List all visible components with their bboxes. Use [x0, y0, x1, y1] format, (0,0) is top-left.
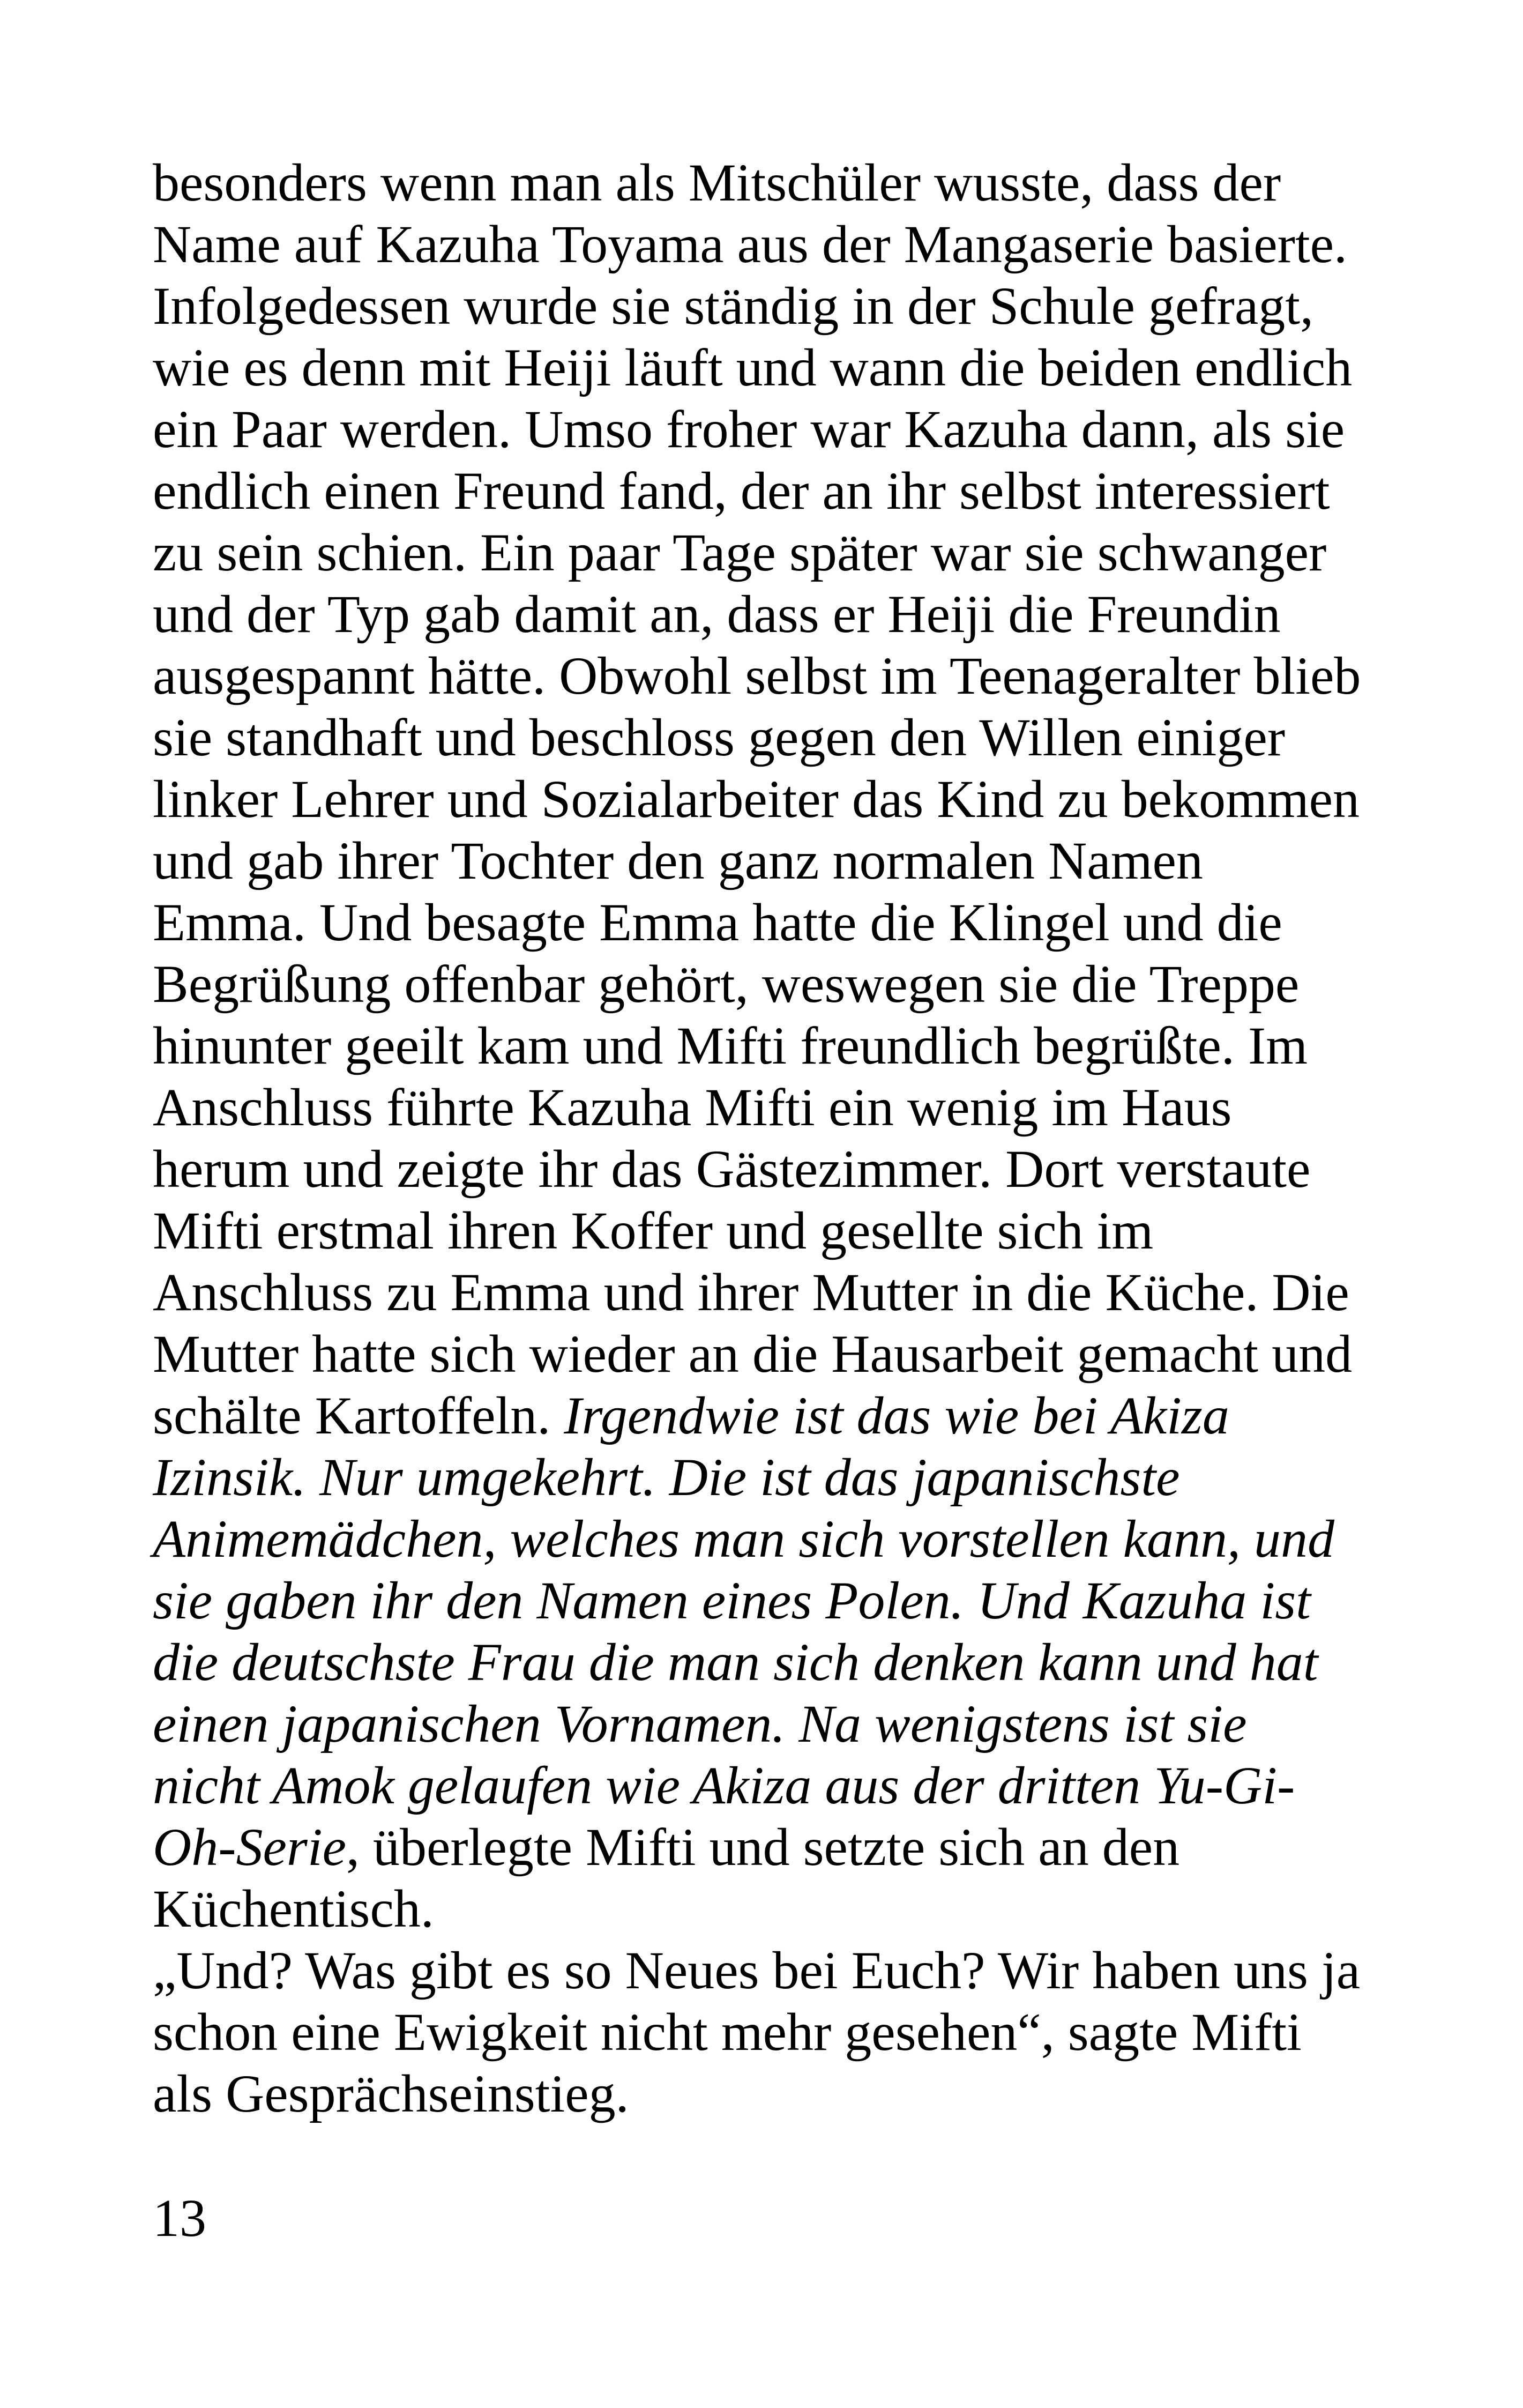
text-line	[153, 1323, 1375, 1385]
text-line	[153, 1261, 1375, 1323]
italic-text-segment: Irgendwie ist das wie bei Akiza	[564, 1386, 1229, 1445]
text-line	[153, 1939, 1375, 2001]
text-line	[153, 337, 1375, 398]
body-text	[153, 152, 1375, 2124]
text-line	[153, 645, 1375, 707]
text-segment: und der Typ gab damit an, dass er Heiji die Freundin	[153, 584, 1281, 644]
text-segment: schälte Kartoffeln.	[153, 1386, 564, 1445]
text-line	[153, 891, 1375, 953]
text-segment: ausgespannt hätte. Obwohl selbst im Teenageralter blieb	[153, 646, 1361, 705]
text-line	[153, 953, 1375, 1015]
text-segment: ein Paar werden. Umso froher war Kazuha dann, als sie	[153, 399, 1345, 459]
italic-text-segment: einen japanischen Vornamen. Na wenigstens ist sie	[153, 1694, 1247, 1753]
text-segment: Emma. Und besagte Emma hatte die Klingel und die	[153, 893, 1282, 952]
text-line	[153, 583, 1375, 645]
text-line	[153, 1385, 1375, 1446]
text-segment: Name auf Kazuha Toyama aus der Mangaserie basierte.	[153, 214, 1348, 274]
text-line	[153, 1508, 1375, 1570]
text-segment: Anschluss führte Kazuha Mifti ein wenig im Haus	[153, 1077, 1232, 1137]
text-line	[153, 1693, 1375, 1755]
text-segment: zu sein schien. Ein paar Tage später war sie schwanger	[153, 523, 1327, 582]
text-line	[153, 1446, 1375, 1508]
text-line	[153, 1878, 1375, 1939]
text-line	[153, 1200, 1375, 1261]
text-segment: Begrüßung offenbar gehört, weswegen sie die Treppe	[153, 954, 1300, 1014]
text-segment: wie es denn mit Heiji läuft und wann die beiden endlich	[153, 338, 1353, 397]
text-line	[153, 707, 1375, 768]
text-line	[153, 2063, 1375, 2124]
text-segment: herum und zeigte ihr das Gästezimmer. Dort verstaute	[153, 1139, 1311, 1199]
text-line	[153, 1076, 1375, 1138]
text-line	[153, 830, 1375, 891]
text-line	[153, 1816, 1375, 1878]
text-segment: sie standhaft und beschloss gegen den Willen einiger	[153, 708, 1286, 767]
text-line	[153, 1631, 1375, 1693]
text-segment: besonders wenn man als Mitschüler wusste, dass der	[153, 153, 1281, 212]
italic-text-segment: Animemädchen, welches man sich vorstellen kann, und	[153, 1509, 1335, 1569]
text-line	[153, 1570, 1375, 1631]
text-segment: hinunter geeilt kam und Mifti freundlich begrüßte. Im	[153, 1016, 1308, 1075]
text-line	[153, 460, 1375, 522]
page-number: 13	[153, 2188, 206, 2248]
text-segment: Küchentisch.	[153, 1879, 434, 1938]
text-segment: als Gesprächseinstieg.	[153, 2064, 629, 2123]
text-segment: und gab ihrer Tochter den ganz normalen Namen	[153, 831, 1203, 890]
italic-text-segment: sie gaben ihr den Namen eines Polen. Und Kazuha ist	[153, 1571, 1311, 1630]
text-segment: Infolgedessen wurde sie ständig in der Schule gefragt,	[153, 276, 1314, 336]
text-segment: Mutter hatte sich wieder an die Hausarbeit gemacht und	[153, 1324, 1353, 1384]
italic-text-segment: nicht Amok gelaufen wie Akiza aus der dritten Yu-Gi-	[153, 1756, 1295, 1815]
italic-text-segment: Izinsik. Nur umgekehrt. Die ist das japanischste	[153, 1447, 1180, 1507]
text-line	[153, 1138, 1375, 1200]
text-segment: endlich einen Freund fand, der an ihr selbst interessiert	[153, 461, 1330, 521]
text-segment: , überlegte Mifti und setzte sich an den	[346, 1817, 1180, 1877]
text-line	[153, 152, 1375, 213]
text-segment: linker Lehrer und Sozialarbeiter das Kind zu bekommen	[153, 769, 1360, 829]
text-segment: Anschluss zu Emma und ihrer Mutter in die Küche. Die	[153, 1262, 1349, 1322]
text-line	[153, 522, 1375, 583]
italic-text-segment: die deutschste Frau die man sich denken kann und hat	[153, 1632, 1318, 1692]
text-line	[153, 2001, 1375, 2063]
text-line	[153, 1015, 1375, 1076]
text-line	[153, 213, 1375, 275]
text-segment: schon eine Ewigkeit nicht mehr gesehen“, sagte Mifti	[153, 2002, 1302, 2062]
text-line	[153, 398, 1375, 460]
text-line	[153, 275, 1375, 337]
italic-text-segment: Oh-Serie	[153, 1817, 346, 1877]
text-line	[153, 768, 1375, 830]
text-line	[153, 1755, 1375, 1816]
text-segment: Mifti erstmal ihren Koffer und gesellte sich im	[153, 1201, 1154, 1260]
text-segment: „Und? Was gibt es so Neues bei Euch? Wir haben uns ja	[153, 1941, 1361, 2000]
